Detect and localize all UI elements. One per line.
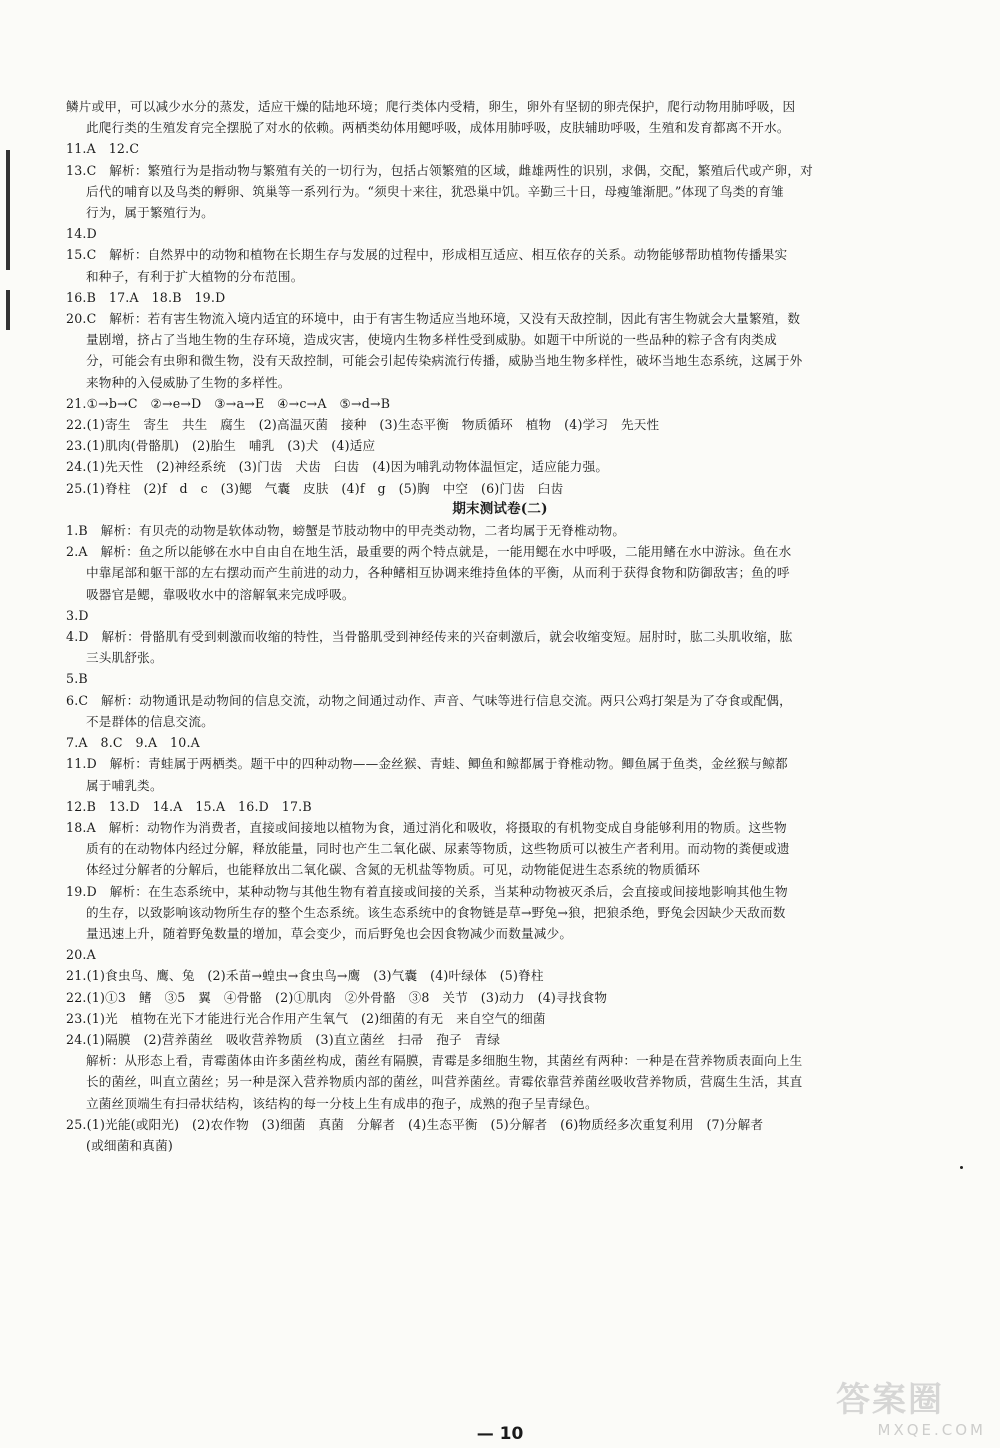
answer-line: 11.D 解析：青蛙属于两栖类。题干中的四种动物——金丝猴、青蛙、鲫鱼和鲸都属于脊椎动物。鲫鱼属于鱼类，金丝猴与鲸都 [66, 756, 788, 772]
answer-line: 21.(1)食虫鸟、鹰、兔 (2)禾苗→蝗虫→食虫鸟→鹰 (3)气囊 (4)叶绿体 (5)脊柱 [66, 968, 544, 984]
page-number: — 10 [476, 1424, 524, 1444]
answer-line: 11.A 12.C [66, 141, 140, 157]
answer-line: 25.(1)脊柱 (2)f d c (3)鳃 气囊 皮肤 (4)f g (5)胸 中空 (6)门齿 臼齿 [66, 480, 564, 496]
text-line: 和种子，有利于扩大植物的分布范围。 [86, 268, 304, 284]
answer-line: 18.A 解析：动物作为消费者，直接或间接地以植物为食，通过消化和吸收，将摄取的有机物变成自身能够利用的物质。这些物 [66, 819, 787, 835]
binding-bar [6, 290, 10, 330]
text-line: 三头肌舒张。 [86, 650, 163, 666]
stray-mark [960, 1166, 963, 1169]
text-line: 此爬行类的生殖发育完全摆脱了对水的依赖。两栖类幼体用鳃呼吸，成体用肺呼吸，皮肤辅助呼吸，生殖和发育都离不开水。 [86, 120, 790, 136]
text-line: 的生存，以致影响该动物所生存的整个生态系统。该生态系统中的食物链是草→野兔→狼，把狼杀绝，野兔会因缺少天敌而数 [86, 904, 786, 920]
answer-line: 4.D 解析：骨骼肌有受到刺激而收缩的特性，当骨骼肌受到神经传来的兴奋刺激后，就会收缩变短。屈肘时，肱二头肌收缩，肱 [66, 629, 793, 645]
section-title: 期末测试卷(二) [452, 500, 548, 517]
text-line: 分，可能会有虫卵和微生物，没有天敌控制，可能会引起传染病流行传播，威胁当地生物多样性，破坏当地生态系统，这属于外 [86, 353, 803, 369]
text-line: 体经过分解者的分解后，也能释放出二氧化碳、含氮的无机盐等物质。可见，动物能促进生态系统的物质循环 [86, 862, 701, 878]
answer-line: 22.(1)①3 鳍 ③5 翼 ④骨骼 (2)①肌肉 ②外骨骼 ③8 关节 (3)动力 (4)寻找食物 [66, 989, 608, 1005]
answer-line: 25.(1)光能(或阳光) (2)农作物 (3)细菌 真菌 分解者 (4)生态平衡 (5)分解者 (6)物质经多次重复利用 (7)分解者 [66, 1116, 764, 1132]
answer-line: 21.①→b→C ②→e→D ③→a→E ④→c→A ⑤→d→B [66, 395, 391, 411]
answer-line: 24.(1)隔膜 (2)营养菌丝 吸收营养物质 (3)直立菌丝 扫帚 孢子 青绿 [66, 1031, 501, 1047]
answer-line: 15.C 解析：自然界中的动物和植物在长期生存与发展的过程中，形成相互适应、相互依存的关系。动物能够帮助植物传播果实 [66, 247, 788, 263]
text-line: 中靠尾部和躯干部的左右摆动而产生前进的动力，各种鳍相互协调来维持鱼体的平衡，从而利于获得食物和防御敌害；鱼的呼 [86, 565, 790, 581]
answer-line: 22.(1)寄生 寄生 共生 腐生 (2)高温灭菌 接种 (3)生态平衡 物质循环 植物 (4)学习 先天性 [66, 417, 660, 433]
answer-line: 7.A 8.C 9.A 10.A [66, 735, 200, 751]
text-line: 立菌丝顶端生有扫帚状结构，该结构的每一分枝上生有成串的孢子，成熟的孢子呈青绿色。 [86, 1095, 598, 1111]
answer-line: 1.B 解析：有贝壳的动物是软体动物，螃蟹是节肢动物中的甲壳类动物，二者均属于无脊椎动物。 [66, 523, 626, 539]
answer-content [66, 96, 934, 1156]
answer-line: 13.C 解析：繁殖行为是指动物与繁殖有关的一切行为，包括占领繁殖的区域，雌雄两性的识别，求偶，交配，繁殖后代或产卵，对 [66, 162, 813, 178]
text-line: 吸器官是鳃，靠吸收水中的溶解氧来完成呼吸。 [86, 586, 355, 602]
watermark-sub-text: MXQE.COM [877, 1421, 986, 1439]
answer-line: 12.B 13.D 14.A 15.A 16.D 17.B [66, 798, 312, 814]
text-line: 长的菌丝，叫直立菌丝；另一种是深入营养物质内部的菌丝，叫营养菌丝。青霉依靠营养菌丝吸收营养物质，营腐生生活，其直 [86, 1074, 803, 1090]
answer-line: 23.(1)光 植物在光下才能进行光合作用产生氧气 (2)细菌的有无 来自空气的细菌 [66, 1010, 546, 1026]
answer-line: 20.A [66, 947, 96, 963]
answer-line: 24.(1)先天性 (2)神经系统 (3)门齿 犬齿 臼齿 (4)因为哺乳动物体温恒定，适应能力强。 [66, 459, 609, 475]
answer-line: 3.D [66, 607, 89, 623]
text-line: 鳞片或甲，可以减少水分的蒸发，适应干燥的陆地环境；爬行类体内受精，卵生，卵外有坚韧的卵壳保护，爬行动物用肺呼吸，因 [66, 99, 796, 114]
answer-line: 20.C 解析：若有害生物流入境内适宜的环境中，由于有害生物适应当地环境，又没有天敌控制，因此有害生物就会大量繁殖，数 [66, 311, 801, 327]
answer-line: 6.C 解析：动物通讯是动物间的信息交流，动物之间通过动作、声音、气味等进行信息交流。两只公鸡打架是为了夺食或配偶， [66, 692, 792, 708]
answer-line: 16.B 17.A 18.B 19.D [66, 289, 226, 305]
text-line: 后代的哺育以及鸟类的孵卵、筑巢等一系列行为。“须臾十来往，犹恐巢中饥。辛勤三十日，母瘦雏渐肥。”体现了鸟类的育雏 [86, 183, 784, 199]
answer-line: 14.D [66, 226, 97, 242]
text-line: 量剧增，挤占了当地生物的生存环境，造成灾害，使境内生物多样性受到威胁。如题干中所说的一些品种的粽子含有肉类成 [86, 332, 777, 348]
text-line: 来物种的入侵威胁了生物的多样性。 [86, 374, 291, 390]
text-line: 量迅速上升，随着野兔数量的增加，草会变少，而后野兔也会因食物减少而数量减少。 [86, 925, 573, 941]
answer-line: 19.D 解析：在生态系统中，某种动物与其他生物有着直接或间接的关系，当某种动物被灭杀后，会直接或间接地影响其他生物 [66, 883, 788, 899]
text-line: 行为，属于繁殖行为。 [86, 205, 214, 221]
text-line: 属于哺乳类。 [86, 777, 163, 793]
answer-line: 23.(1)肌肉(骨骼肌) (2)胎生 哺乳 (3)犬 (4)适应 [66, 438, 376, 454]
text-line: 不是群体的信息交流。 [86, 713, 214, 729]
answer-line: 2.A 解析：鱼之所以能够在水中自由自在地生活，最重要的两个特点就是，一能用鳃在水中呼吸，二能用鳍在水中游泳。鱼在水 [66, 544, 792, 560]
watermark-logo [836, 1372, 986, 1439]
text-line: 质有的在动物体内经过分解，释放能量，同时也产生二氧化碳、尿素等物质，这些物质可以被生产者利用。而动物的粪便或遗 [86, 841, 790, 857]
binding-bar [6, 150, 10, 270]
answer-line: 5.B [66, 671, 88, 687]
text-line: 解析：从形态上看，青霉菌体由许多菌丝构成，菌丝有隔膜，青霉是多细胞生物，其菌丝有两种：一种是在营养物质表面向上生 [86, 1053, 803, 1069]
watermark-main-text: 答案圈 [836, 1380, 944, 1420]
text-line: (或细菌和真菌) [86, 1137, 173, 1153]
